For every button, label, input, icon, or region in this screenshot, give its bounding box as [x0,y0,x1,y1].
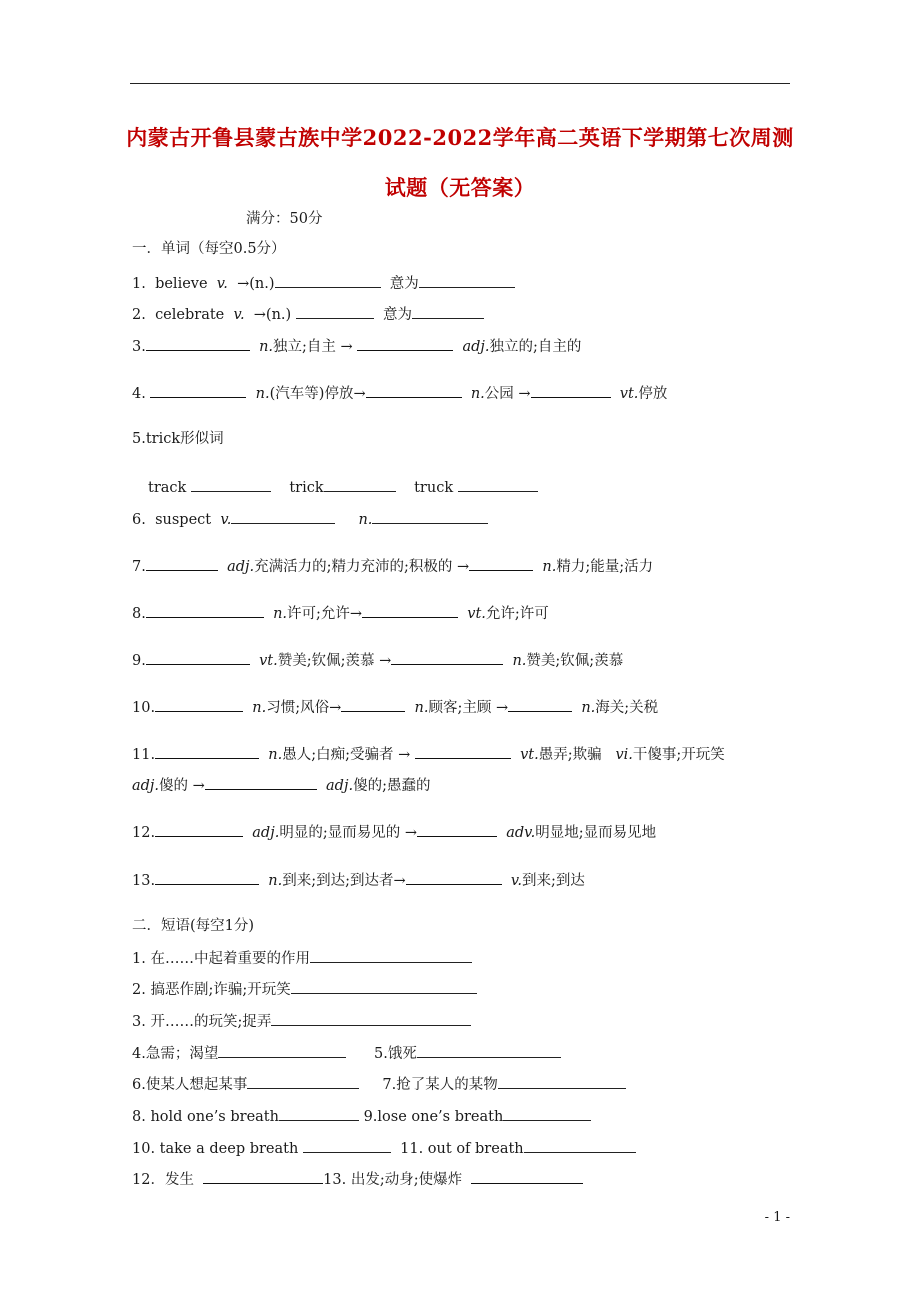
blank[interactable] [458,476,538,492]
page-number: - 1 - [764,1210,790,1225]
blank[interactable] [415,743,511,759]
blank[interactable] [503,1105,591,1121]
full-score: 满分：50分 [246,211,323,227]
blank[interactable] [155,696,243,712]
title-line-1: 内蒙古开鲁县蒙古族中学2022-2022学年高二英语下学期第七次周测 [126,125,794,150]
blank[interactable] [524,1137,636,1153]
section-2-heading: 二．短语(每空1分) [132,918,255,934]
phrase-item-6-7: 6.使某人想起某事 7.抢了某人的某物 [132,1073,626,1095]
blank[interactable] [155,869,259,885]
blank[interactable] [279,1105,359,1121]
blank[interactable] [531,382,611,398]
word-item-3: 3. n.独立;自主 → adj.独立的;自主的 [132,335,581,357]
blank[interactable] [203,1168,323,1184]
blank[interactable] [155,821,243,837]
word-item-10: 10. n.习惯;风俗→ n.顾客;主顾 → n.海关;关税 [132,696,658,718]
blank[interactable] [372,508,488,524]
blank[interactable] [271,1010,471,1026]
blank[interactable] [150,382,246,398]
phrase-item-1: 1. 在……中起着重要的作用 [132,947,472,969]
phrase-item-12-13: 12．发生 13. 出发;动身;使爆炸 [132,1168,583,1190]
word-item-11-cont: adj.傻的 → adj.傻的;愚蠢的 [132,774,430,796]
word-item-12: 12. adj.明显的;显而易见的 → adv.明显地;显而易见地 [132,821,656,843]
blank[interactable] [303,1137,391,1153]
blank[interactable] [508,696,572,712]
blank[interactable] [469,555,533,571]
blank[interactable] [417,821,497,837]
word-item-2: 2. celebrate v. →(n.) 意为 [132,303,484,325]
word-item-1: 1. believe v. →(n.) 意为 [132,272,515,294]
blank[interactable] [419,272,515,288]
blank[interactable] [412,303,484,319]
blank[interactable] [247,1073,359,1089]
word-item-9: 9. vt.赞美;钦佩;羡慕 → n.赞美;钦佩;羡慕 [132,649,623,671]
blank[interactable] [155,743,259,759]
blank[interactable] [362,602,458,618]
blank[interactable] [417,1042,561,1058]
title-line-2: 试题（无答案） [384,175,536,200]
word-item-5-similar: track trick truck [148,476,538,498]
blank[interactable] [205,774,317,790]
blank[interactable] [291,978,477,994]
blank[interactable] [146,335,250,351]
word-item-4: 4. n.(汽车等)停放→ n.公园 → vt.停放 [132,382,667,404]
phrase-item-8-9: 8. hold one’s breath 9.lose one’s breath [132,1105,591,1127]
blank[interactable] [341,696,405,712]
word-item-8: 8. n.许可;允许→ vt.允许;许可 [132,602,549,624]
phrase-item-10-11: 10. take a deep breath 11. out of breath [132,1137,636,1159]
blank[interactable] [471,1168,583,1184]
blank[interactable] [324,476,396,492]
blank[interactable] [191,476,271,492]
blank[interactable] [357,335,453,351]
section-1-heading: 一．单词（每空0.5分） [132,241,286,257]
blank[interactable] [366,382,462,398]
blank[interactable] [218,1042,346,1058]
phrase-item-3: 3. 开……的玩笑;捉弄 [132,1010,471,1032]
word-item-6: 6. suspect v. n. [132,508,488,530]
blank[interactable] [296,303,374,319]
phrase-item-2: 2. 搞恶作剧;诈骗;开玩笑 [132,978,477,1000]
blank[interactable] [231,508,335,524]
blank[interactable] [391,649,503,665]
word-item-5: 5.trick形似词 [132,431,224,447]
blank[interactable] [310,947,472,963]
blank[interactable] [146,649,250,665]
blank[interactable] [406,869,502,885]
phrase-item-4-5: 4.急需；渴望 5.饿死 [132,1042,561,1064]
blank[interactable] [498,1073,626,1089]
word-item-13: 13. n.到来;到达;到达者→ v.到来;到达 [132,869,585,891]
blank[interactable] [146,555,218,571]
blank[interactable] [146,602,264,618]
blank[interactable] [275,272,381,288]
word-item-7: 7. adj.充满活力的;精力充沛的;积极的 → n.精力;能量;活力 [132,555,653,577]
word-item-11: 11. n.愚人;白痴;受骗者 → vt.愚弄;欺骗 vi.干傻事;开玩笑 [132,743,725,765]
header-rule [130,83,790,84]
